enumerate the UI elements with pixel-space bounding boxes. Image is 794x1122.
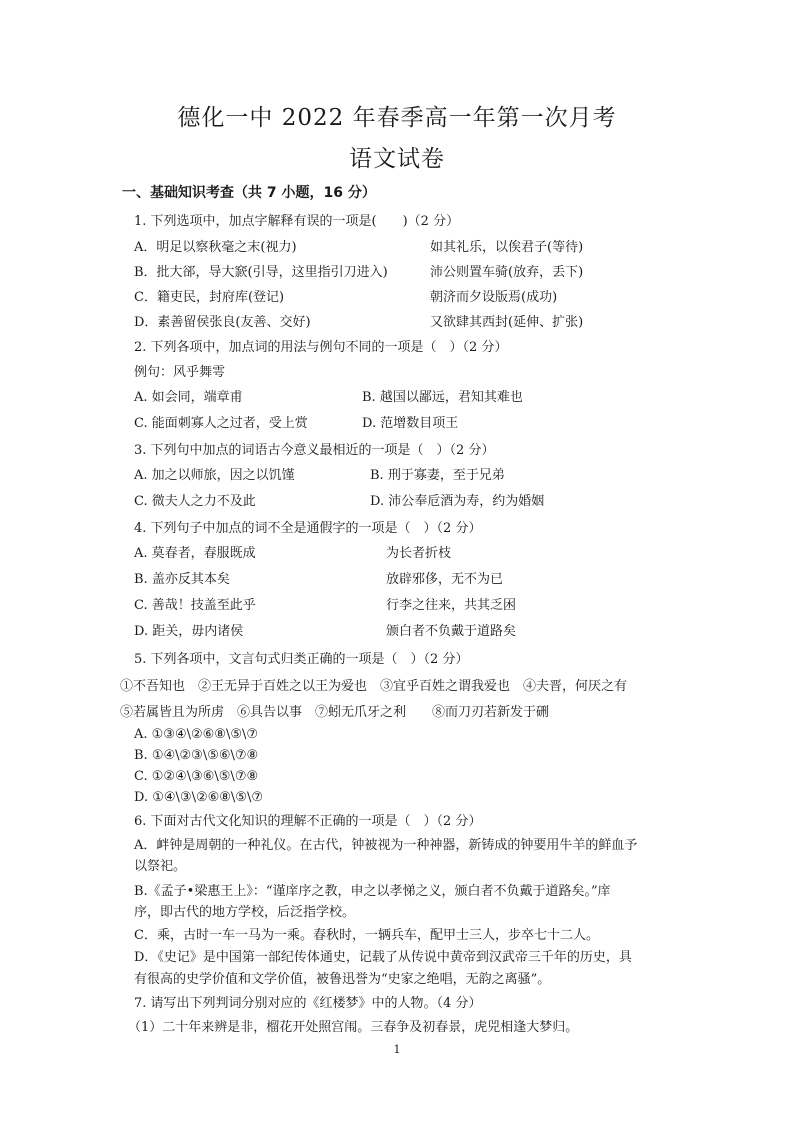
q6-stem: 6. 下面对古代文化知识的理解不正确的一项是（ ）（2 分） [134,814,482,829]
q5-stem: 5. 下列各项中，文言句式归类正确的一项是（ ）（2 分） [134,652,469,667]
q4-option-d: D. 距关，毋内诸侯 [134,624,244,639]
q3-option-d: D. 沛公奉卮酒为寿，约为婚姻 [370,494,545,509]
q3-option-a: A. 加之以师旅，因之以饥馑 [134,468,295,483]
q2-stem: 2. 下列各项中，加点词的用法与例句不同的一项是（ ）（2 分） [134,340,508,355]
q5-option-b: B. ①④\②③\⑤⑥\⑦⑧ [134,748,259,763]
q6-option-d-line2: 有很高的史学价值和文学价值，被鲁迅誉为“史家之绝唱，无韵之离骚”。 [134,972,551,987]
q1-option-c2: 朝济而夕设版焉(成功) [430,290,558,305]
q1-option-b2: 沛公则置车骑(放弃，丢下) [430,265,584,280]
q2-example: 例句：风乎舞雩 [134,365,226,380]
q6-option-d-line1: D．《史记》是中国第一部纪传体通史，记载了从传说中黄帝到汉武帝三千年的历史，具 [134,950,632,965]
q6-option-a-line2: 以祭祀。 [134,859,187,874]
section-heading: 一、基础知识考查（共 7 小题，16 分） [122,185,376,201]
q1-stem: 1. 下列选项中，加点字解释有误的一项是( )（2 分） [134,214,460,229]
q2-option-a: A. 如会同，端章甫 [134,390,243,405]
q4-option-c: C. 善哉！技盖至此乎 [134,598,256,613]
q1-option-d2: 又欲肆其西封(延伸、扩张) [430,315,584,330]
q7-item-1: （1）二十年来辨是非，榴花开处照宫闱。三春争及初春景，虎兕相逢大梦归。 [128,1020,579,1035]
q5-option-d: D. ①④\③\②⑥⑧\⑤\⑦ [134,790,263,805]
q4-option-a2: 为长者折枝 [386,546,452,561]
q5-sentences-1: ①不吾知也 ②王无异于百姓之以王为爱也 ③宜乎百姓之谓我爱也 ④夫晋，何厌之有 [120,679,628,694]
q3-option-c: C. 微夫人之力不及此 [134,494,256,509]
q3-stem: 3. 下列句中加点的词语古今意义最相近的一项是（ ）（2 分） [134,443,495,458]
q5-option-c: C. ①②④\③⑥\⑤\⑦⑧ [134,769,259,784]
q6-option-b-line1: B.《孟子•梁惠王上》：“谨庠序之教，申之以孝悌之义，颁白者不负戴于道路矣。”庠 [134,884,611,899]
q4-option-b2: 放辟邪侈，无不为已 [386,572,504,587]
q1-option-b: B．批大郤，导大窾(引导，这里指引刀进入) [134,265,388,280]
q1-option-d: D．素善留侯张良(友善、交好) [134,315,311,330]
q6-option-a-line1: A．衅钟是周朝的一种礼仪。在古代，钟被视为一种神器，新铸成的钟要用牛羊的鲜血予 [134,838,638,853]
q5-option-a: A. ①③④\②⑥⑧\⑤\⑦ [134,727,259,742]
q5-sentences-2: ⑤若属皆且为所虏 ⑥具告以事 ⑦蚓无爪牙之利 ⑧而刀刃若新发于硎 [120,705,550,720]
q1-option-c: C．籍吏民，封府库(登记) [134,290,285,305]
q2-option-c: C. 能面刺寡人之过者，受上赏 [134,416,308,431]
q7-stem: 7. 请写出下列判词分别对应的《红楼梦》中的人物。（4 分） [134,996,482,1011]
q4-option-a: A. 莫春者，春服既成 [134,546,256,561]
q6-option-b-line2: 序，即古代的地方学校，后泛指学校。 [134,905,356,920]
q4-option-d2: 颁白者不负戴于道路矣 [386,624,517,639]
q2-option-d: D. 范增数目项王 [362,416,459,431]
q1-option-a: A．明足以察秋毫之末(视力) [134,240,297,255]
q4-option-c2: 行李之往来，共其乏困 [386,598,517,613]
q1-option-a2: 如其礼乐，以俟君子(等待) [430,240,584,255]
page-number: 1 [393,1043,401,1056]
q3-option-b: B. 刑于寡妻，至于兄弟 [370,468,505,483]
exam-subtitle: 语文试卷 [349,146,445,172]
q2-option-b: B. 越国以鄙远，君知其难也 [362,390,523,405]
q4-option-b: B. 盖亦反其本矣 [134,572,230,587]
q4-stem: 4. 下列句子中加点的词不全是通假字的一项是（ ）（2 分） [134,521,482,536]
q6-option-c: C．乘，古时一车一马为一乘。春秋时，一辆兵车，配甲士三人，步卒七十二人。 [134,928,599,943]
exam-title: 德化一中 2022 年春季高一年第一次月考 [177,105,617,131]
